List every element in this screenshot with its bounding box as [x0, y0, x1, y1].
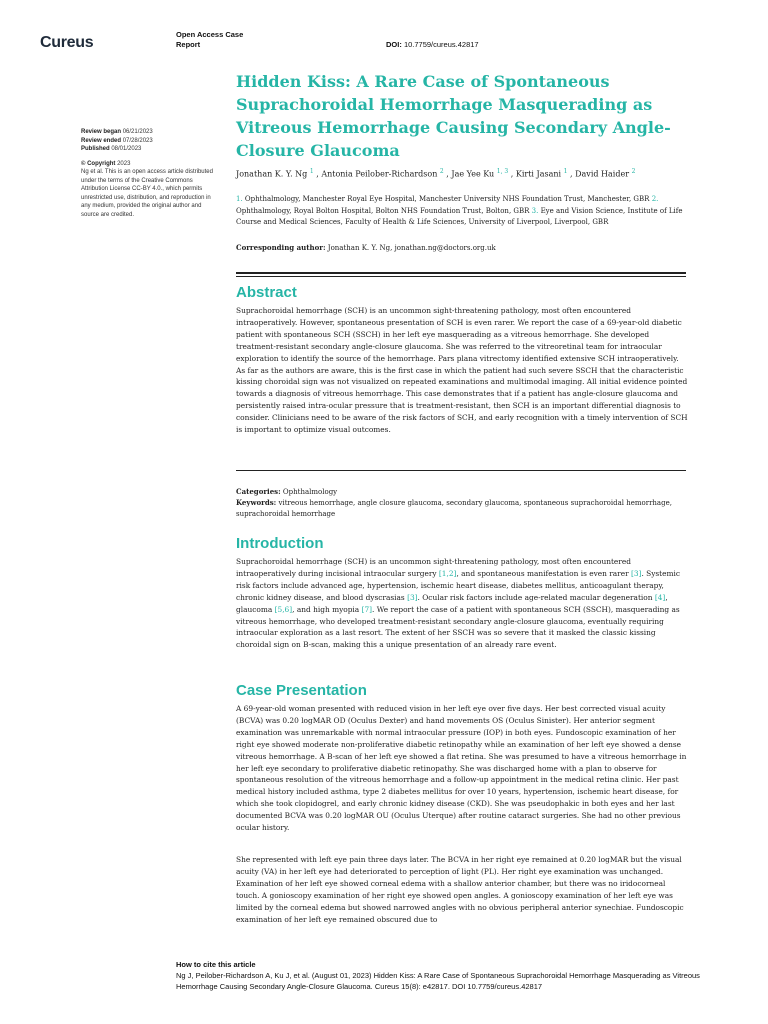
- intro-text-segment: , and high myopia: [292, 604, 362, 614]
- divider: [236, 276, 686, 277]
- doi: [386, 40, 479, 49]
- author[interactable]: Jonathan K. Y. Ng: [236, 169, 308, 179]
- intro-text-segment: , glaucoma: [236, 592, 668, 614]
- introduction-text: [236, 556, 688, 651]
- abstract-heading: Abstract: [236, 284, 297, 301]
- affiliation-number: 1.: [236, 195, 243, 203]
- abstract-text: Suprachoroidal hemorrhage (SCH) is an uncommon sight-threatening pathology, most often encountered intraoperatively. However, spontaneous presentation of SCH is even rarer. We report the case of a 69-year-old diabetic patient with spontaneous SCH (SSCH) in her left eye masquerading as a vitreous hemorrhage. She developed treatment-resistant secondary angle-closure glaucoma. She was referred to the vitreoretinal team for intraocular exploration to identify the source of the hemorrhage. Pars plana vitrectomy identified extensive SCH intraoperatively. As far as the authors are aware, this is the first case in which the patient had such severe SSCH that the characteristic kissing choroidal sign was not visualized on repeated examinations and multimodal imaging. All initial evidence pointed towards a diagnosis of vitreous hemorrhage. This case demonstrates that if a patient has angle-closure glaucoma and persistently raised intra-ocular pressure that is treatment-resistant, then SCH is an important differential diagnosis to consider. Clinicians need to be aware of the risk factors of SCH, and early recognition with a timely intervention of SCH is important to optimize visual outcomes.: [236, 306, 688, 435]
- review-began-label: Review began: [81, 129, 122, 135]
- author-list: Jonathan K. Y. Ng $^1$ , Antonia Peilober-Richardson $^2$ , Jae Yee Ku $^{1, 3}$ , Kirti Jasani $^1$ , David Haider $^2$: [236, 168, 636, 179]
- review-ended-date: 07/28/2023: [122, 137, 153, 144]
- citation-link[interactable]: [4]: [654, 592, 666, 602]
- doi-link[interactable]: 10.7759/cureus.42817: [403, 40, 479, 49]
- review-ended: [81, 137, 221, 146]
- copyright-label: © Copyright: [81, 160, 116, 167]
- intro-text-segment: . We report the case of a patient with spontaneous SCH (SSCH), masquerading as vitreous hemorrhage, who developed treatment-resistant secondary angle-closure glaucoma, eventually requiring intraocular exploration as a last resort. The extent of her SSCH was so severe that it masked the classic kissing choroidal sign on B-scan, making this a unique presentation of an already rare event.: [236, 604, 680, 650]
- doi-label: DOI:: [386, 40, 402, 49]
- keywords-label: Keywords:: [236, 498, 277, 507]
- citation-link[interactable]: [1,2]: [438, 568, 457, 578]
- case-presentation-heading: Case Presentation: [236, 682, 367, 699]
- corresponding-label: Corresponding author:: [236, 243, 326, 252]
- license-text: Ng et al. This is an open access article distributed under the terms of the Creative Commons Attribution License CC-BY 4.0., which permits unrestricted use, distribution, and reproduction in any medium, provided the original author and source are credited.: [81, 169, 213, 218]
- affiliation-text: Eye and Vision Science, Institute of Life Course and Medical Sciences, Faculty of Health & Life Sciences, University of Liverpool, Liverpool, GBR: [236, 206, 683, 226]
- author[interactable]: Antonia Peilober-Richardson: [321, 169, 438, 179]
- introduction-heading: Introduction: [236, 535, 324, 552]
- author-affiliation-ref[interactable]: 1: [309, 168, 314, 175]
- sidebar-meta: [81, 128, 221, 219]
- affiliation-text: Ophthalmology, Manchester Royal Eye Hospital, Manchester University NHS Foundation Trust, Manchester, GBR: [244, 195, 650, 203]
- author[interactable]: David Haider: [575, 169, 630, 179]
- author[interactable]: Jae Yee Ku: [451, 169, 495, 179]
- published-label: Published: [81, 146, 110, 152]
- corresponding-author: [236, 243, 688, 252]
- affiliation-number: 2.: [651, 195, 659, 203]
- author-affiliation-ref[interactable]: 1, 3: [496, 168, 509, 175]
- copyright-year: 2023: [117, 160, 131, 167]
- affiliations: [236, 194, 688, 229]
- intro-text-segment: . Ocular risk factors include age-related macular degeneration: [417, 592, 655, 602]
- citation-box: [176, 959, 736, 992]
- review-began: [81, 128, 221, 137]
- divider: [236, 272, 686, 274]
- author-affiliation-ref[interactable]: 2: [439, 168, 444, 175]
- categories-value[interactable]: Ophthalmology: [282, 488, 338, 496]
- intro-text-segment: . Systemic risk factors include advanced age, hypertension, ischemic heart disease, diabetes mellitus, anticoagulant therapy, chronic kidney disease, and blood dyscrasias: [236, 568, 681, 602]
- divider: [236, 470, 686, 471]
- author-affiliation-ref[interactable]: 1: [563, 168, 568, 175]
- author[interactable]: Kirti Jasani: [515, 169, 562, 179]
- article-type: [176, 30, 243, 50]
- citation-link[interactable]: [3]: [407, 592, 418, 602]
- citation-link[interactable]: [3]: [630, 568, 642, 578]
- article-type-line1: Open Access Case: [176, 30, 244, 39]
- cite-heading: How to cite this article: [176, 960, 256, 969]
- author-affiliation-ref[interactable]: 2: [631, 168, 636, 175]
- corresponding-email[interactable]: Jonathan K. Y. Ng, jonathan.ng@doctors.org.uk: [327, 244, 496, 252]
- categories-label: Categories:: [236, 487, 281, 496]
- cite-text: Ng J, Peilober-Richardson A, Ku J, et al. (August 01, 2023) Hidden Kiss: A Rare Case of Spontaneous Suprachoroidal Hemorrhage Masquerading as Vitreous Hemorrhage Causing Secondary Angle-Closure Glaucoma. Cureus 15(8): e42817. DOI 10.7759/cureus.42817: [176, 971, 700, 991]
- affiliation-text: Ophthalmology, Royal Bolton Hospital, Bolton NHS Foundation Trust, Bolton, GBR: [236, 206, 530, 215]
- review-began-date: 06/21/2023: [122, 129, 153, 135]
- copyright: [81, 160, 221, 169]
- published: [81, 145, 221, 154]
- keywords: [236, 497, 688, 520]
- intro-text-segment: , and spontaneous manifestation is even rarer: [456, 568, 631, 578]
- review-ended-label: Review ended: [81, 137, 122, 144]
- case-paragraph-1: A 69-year-old woman presented with reduced vision in her left eye over five days. Her best corrected visual acuity (BCVA) was 0.20 logMAR OD (Oculus Dexter) and hand movements OS (Oculus Sinister). Her anterior segment examination was unremarkable with normal intraocular pressure (IOP) in both eyes. Fundoscopic examination of her right eye showed moderate non-proliferative diabetic retinopathy while an examination of her left eye showed a dense vitreous hemorrhage. A B-scan of her left eye showed a flat retina. She was presumed to have a vitreous hemorrhage in her left eye secondary to proliferative diabetic retinopathy. She was discharged home with a plan to observe for spontaneous resolution of the vitreous hemorrhage and a follow-up appointment in the medical retina clinic. Her past medical history included asthma, type 2 diabetes mellitus for over 10 years, hypertension, ischemic heart disease, for which she took clopidogrel, and early chronic kidney disease (CKD). She was pseudophakic in both eyes and her last documented BCVA was 0.20 logMAR OU (Oculus Uterque) after routine cataract surgeries. She had no other previous ocular history.: [236, 704, 687, 833]
- citation-link[interactable]: [5,6]: [274, 604, 293, 614]
- article-type-line2: Report: [176, 40, 201, 49]
- keywords-value: vitreous hemorrhage, angle closure glaucoma, secondary glaucoma, spontaneous suprachoroidal hemorrhage, suprachoroidal hemorrhage: [236, 499, 672, 518]
- case-paragraph-2: She represented with left eye pain three days later. The BCVA in her right eye remained at 0.20 logMAR but the visual acuity (VA) in her left eye had deteriorated to perception of light (PL). Her right eye examination was unchanged. Examination of her left eye showed corneal edema with a shallow anterior chamber, but there was no iridocorneal touch. A gonioscopy examination of her right eye showed open angles. A gonioscopy examination of her left eye was limited by the corneal edema but showed narrowed angles with no obvious peripheral anterior synechiae. Fundoscopic examination of her left eye remained obscured due to: [236, 855, 684, 924]
- article-title: Hidden Kiss: A Rare Case of Spontaneous Suprachoroidal Hemorrhage Masquerading as Vitreous Hemorrhage Causing Secondary Angle-Closure Glaucoma: [236, 72, 671, 160]
- citation-link[interactable]: [7]: [361, 604, 373, 614]
- affiliation-number: 3.: [531, 206, 539, 215]
- intro-text-segment: Suprachoroidal hemorrhage (SCH) is an uncommon sight-threatening pathology, most often encountered intraoperatively during incisional intraocular surgery: [236, 557, 631, 578]
- published-date: 08/01/2023: [111, 146, 142, 152]
- journal-logo[interactable]: Cureus: [40, 34, 94, 51]
